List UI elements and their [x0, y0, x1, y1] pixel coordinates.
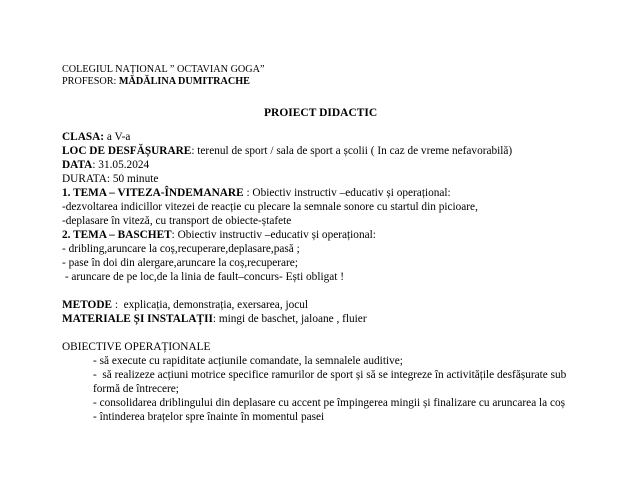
theme2-line — [62, 229, 376, 242]
location-label: LOC DE DESFĂȘURARE — [62, 145, 192, 157]
theme2-item: - pase în doi din alergare,aruncare la coș,recuperare; — [62, 257, 298, 269]
class-value: a V-a — [104, 131, 131, 143]
location-line — [62, 145, 512, 158]
methods-label: METODE — [62, 299, 113, 311]
theme2-item: - aruncare de pe loc,de la linia de fault–concurs- Ești obligat ! — [62, 271, 344, 283]
date-label: DATA — [62, 159, 93, 171]
materials-label: MATERIALE ȘI INSTALAȚII — [62, 313, 213, 325]
date-value: : 31.05.2024 — [92, 159, 150, 171]
methods-value: : explicația, demonstrația, exersarea, jocul — [112, 299, 309, 311]
teacher-name: MĂDĂLINA DUMITRACHE — [118, 76, 250, 87]
objective-line: - întinderea brațelor spre înainte în momentul pasei — [93, 411, 325, 423]
theme1-line — [62, 187, 451, 200]
class-label: CLASA: — [62, 131, 105, 143]
objective-line: - consolidarea driblingului din deplasare cu accent pe împingerea mingii și finalizare cu aruncarea la coș — [93, 397, 566, 409]
objective-line: - să realizeze acțiuni motrice specifice ramurilor de sport și să se integreze în activitățile desfășurate sub — [93, 369, 567, 381]
objective-line: - să execute cu rapiditate acțiunile comandate, la semnalele auditive; — [93, 355, 403, 367]
methods-line — [62, 299, 308, 312]
document-title: PROIECT DIDACTIC — [264, 107, 378, 119]
theme1-rest: : Obiectiv instructiv –educativ și operațional: — [243, 187, 451, 199]
teacher-label: PROFESOR: — [62, 76, 119, 87]
theme2-rest: : Obiectiv instructiv –educativ și operațional: — [171, 229, 376, 241]
theme1-label: 1. TEMA – VITEZA-ÎNDEMANARE — [62, 187, 244, 199]
objectives-heading: OBIECTIVE OPERAȚIONALE — [62, 341, 211, 353]
objective-line: formă de întrecere; — [93, 383, 179, 395]
materials-line — [62, 313, 367, 326]
teacher-line — [62, 75, 250, 88]
date-line — [62, 159, 149, 172]
theme1-item: -deplasare în viteză, cu transport de obiecte-ștafete — [62, 215, 292, 227]
theme2-label: 2. TEMA – BASCHET — [62, 229, 172, 241]
location-value: : terenul de sport / sala de sport a școlii ( In caz de vreme nefavorabilă) — [191, 145, 513, 157]
theme2-item: - dribling,aruncare la coș,recuperare,deplasare,pasă ; — [62, 243, 300, 255]
school-name: COLEGIUL NAȚIONAL ” OCTAVIAN GOGA” — [62, 64, 265, 75]
class-line — [62, 131, 130, 144]
materials-value: : mingi de baschet, jaloane , fluier — [212, 313, 367, 325]
theme1-item: -dezvoltarea indicillor vitezei de reacție cu plecare la semnale sonore cu startul din picioare, — [62, 201, 478, 213]
duration-line: DURATA: 50 minute — [62, 173, 159, 185]
